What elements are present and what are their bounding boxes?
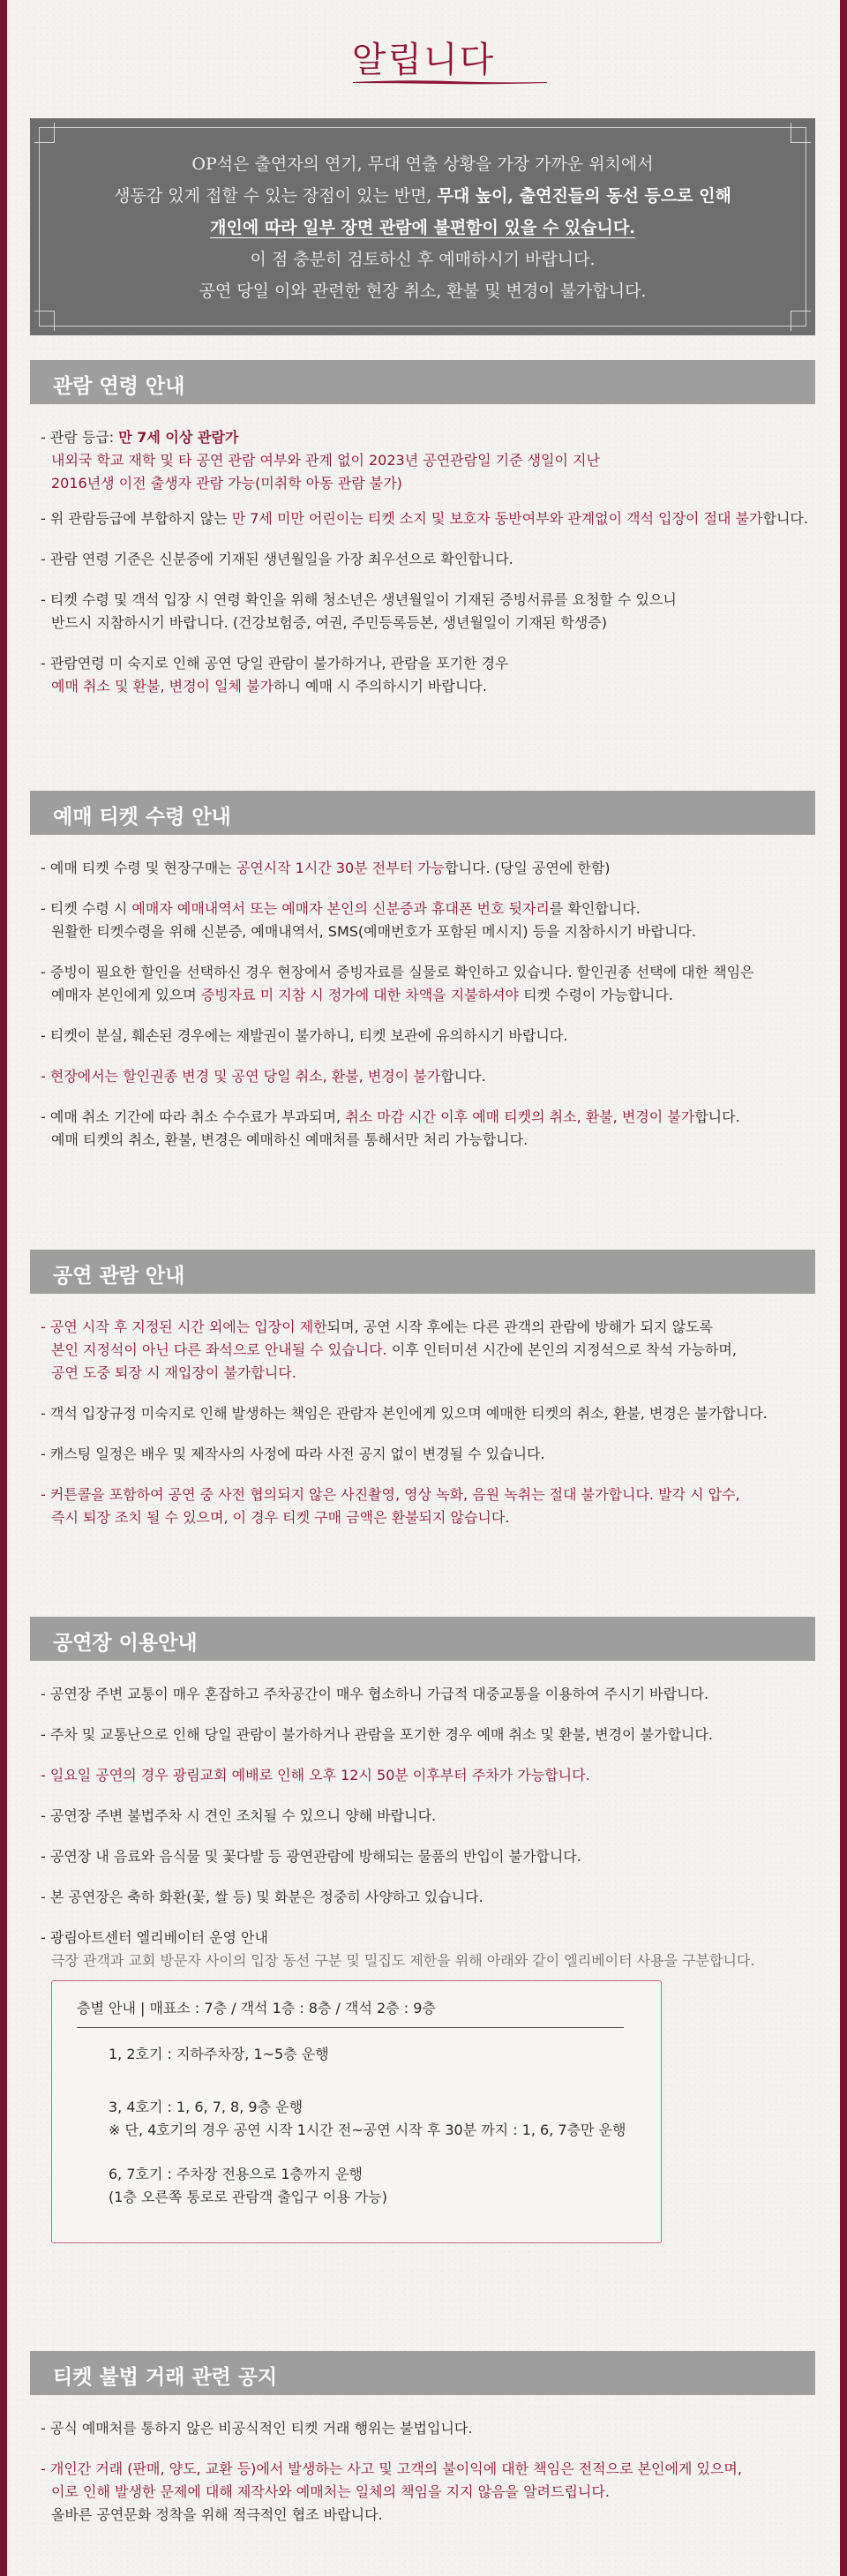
item-text: 되며, 공연 시작 후에는 다른 관객의 관람에 방해가 되지 않도록 — [326, 1318, 713, 1335]
list-item — [41, 507, 817, 531]
notice-text — [30, 148, 815, 307]
list-item: - 관람 연령 기준은 신분증에 기재된 생년월일을 가장 최우선으로 확인합니다. — [41, 551, 513, 567]
section-title: 예매 티켓 수령 안내 — [53, 806, 231, 829]
item-text: - 예매 티켓 수령 및 현장구매는 — [41, 860, 236, 876]
list-item: - 티켓이 분실, 훼손된 경우에는 재발권이 불가하니, 티켓 보관에 유의하시기 바랍니다. — [41, 1027, 568, 1044]
item-text: 합니다. — [762, 510, 808, 527]
list-item-sub: 이로 인해 발생한 문제에 대해 제작사와 예매처는 일체의 책임을 지지 않음을 알려드립니다. — [51, 2483, 610, 2500]
section-title: 공연장 이용안내 — [53, 1632, 198, 1655]
item-text: 하니 예매 시 주의하시기 바랍니다. — [274, 678, 487, 695]
item-emphasis: 예매 취소 및 환불, 변경이 일체 불가 — [51, 678, 274, 695]
list-item: - 본 공연장은 축하 화환(꽃, 쌀 등) 및 화분은 정중히 사양하고 있습니다. — [41, 1889, 483, 1905]
list-item: - 광림아트센터 엘리베이터 운영 안내 — [41, 1929, 268, 1946]
section-title: 공연 관람 안내 — [53, 1265, 185, 1288]
section-title: 티켓 불법 거래 관련 공지 — [53, 2366, 278, 2389]
item-text: - 티켓 수령 시 — [41, 900, 132, 917]
list-item-sub: 예매 티켓의 취소, 환불, 변경은 예매하신 예매처를 통해서만 처리 가능합니다. — [51, 1131, 528, 1148]
notice-line: 공연 당일 이와 관련한 현장 취소, 환불 및 변경이 불가합니다. — [199, 282, 647, 301]
list-item — [41, 425, 817, 450]
list-item-sub: 2016년생 이전 출생자 관람 가능(미취학 아동 관람 불가) — [51, 475, 402, 492]
elevator-line: 3, 4호기 : 1, 6, 7, 8, 9층 운행 — [109, 2099, 304, 2115]
frame-corner-ornament — [791, 123, 811, 143]
op-seat-notice-box — [30, 118, 815, 335]
notice-line — [30, 212, 815, 244]
item-emphasis: 공연시작 1시간 30분 전부터 가능 — [236, 860, 446, 876]
item-emphasis: 취소 마감 시간 이후 예매 티켓의 취소, 환불, 변경이 불가 — [345, 1108, 695, 1125]
list-item — [41, 856, 817, 881]
list-item: - 공연장 주변 불법주차 시 견인 조치될 수 있으니 양해 바랍니다. — [41, 1807, 437, 1824]
list-item — [41, 1315, 817, 1340]
item-emphasis: 만 7세 이상 관람가 — [118, 429, 239, 446]
elevator-line: 6, 7호기 : 주차장 전용으로 1층까지 운행 — [109, 2166, 363, 2182]
list-item-sub: 극장 관객과 교회 방문자 사이의 입장 동선 구분 및 밀집도 제한을 위해 아래와 같이 엘리베이터 사용을 구분합니다. — [51, 1952, 755, 1969]
list-item: - 공연장 내 음료와 음식물 및 꽃다발 등 광연관람에 방해되는 물품의 반입이 불가합니다. — [41, 1848, 581, 1865]
list-item — [41, 897, 817, 921]
list-item-sub: 반드시 지참하시기 바랍니다. (건강보험증, 여권, 주민등록등본, 생년월일이 기재된 학생증) — [51, 614, 607, 631]
title-area — [7, 32, 840, 82]
frame-corner-ornament — [34, 123, 55, 143]
section-header-age — [30, 360, 815, 404]
list-item-sub — [51, 983, 828, 1008]
item-text: 이후 인터미션 시간에 본인의 지정석으로 착석 가능하며, — [386, 1341, 737, 1358]
elevator-line: 1, 2호기 : 지하주차장, 1~5층 운행 — [109, 2046, 329, 2062]
frame-corner-ornament — [791, 311, 811, 331]
list-item: - 객석 입장규정 미숙지로 인해 발생하는 책임은 관람자 본인에게 있으며 예매한 티켓의 취소, 환불, 변경은 불가합니다. — [41, 1405, 768, 1422]
elevator-floor-guide: 층별 안내 | 매표소 : 7층 / 객석 1층 : 8층 / 객석 2층 : 9층 — [77, 2000, 436, 2016]
item-text: 합니다. (당일 공연에 한함) — [445, 860, 611, 876]
list-item-sub: 올바른 공연문화 정착을 위해 적극적인 협조 바랍니다. — [51, 2506, 383, 2523]
list-item: - 주차 및 교통난으로 인해 당일 관람이 불가하거나 관람을 포기한 경우 예매 취소 및 환불, 변경이 불가합니다. — [41, 1726, 713, 1743]
list-item-sub: 내외국 학교 재학 및 타 공연 관람 여부와 관계 없이 2023년 공연관람일 기준 생일이 지난 — [51, 452, 600, 469]
item-emphasis: 본인 지정석이 아닌 다른 좌석으로 안내될 수 있습니다. — [51, 1341, 387, 1358]
page-title: 알립니다 — [351, 40, 496, 80]
elevator-note: ※ 단, 4호기의 경우 공연 시작 1시간 전~공연 시작 후 30분 까지 : 1, 6, 7층만 운행 — [109, 2122, 626, 2138]
list-item — [41, 1064, 817, 1089]
item-text: 합니다. — [440, 1068, 486, 1085]
notice-line — [30, 180, 815, 212]
list-item-sub — [51, 674, 828, 699]
list-item — [41, 1105, 817, 1130]
section-header-venue — [30, 1617, 815, 1661]
item-emphasis: - 현장에서는 할인권종 변경 및 공연 당일 취소, 환불, 변경이 불가 — [41, 1068, 441, 1085]
item-text: 를 확인합니다. — [549, 900, 641, 917]
notice-line: OP석은 출연자의 연기, 무대 연출 상황을 가장 가까운 위치에서 — [191, 154, 654, 174]
item-emphasis: 만 7세 미만 어린이는 티켓 소지 및 보호자 동반여부와 관계없이 객석 입장이 절대 불가 — [231, 510, 763, 527]
section-title: 관람 연령 안내 — [53, 375, 185, 398]
list-item-sub: 공연 도중 퇴장 시 재입장이 불가합니다. — [51, 1364, 296, 1381]
elevator-info-box — [51, 1980, 662, 2243]
notice-line-part: 생동감 있게 접할 수 있는 장점이 있는 반면, — [114, 186, 438, 206]
list-item-sub — [51, 1338, 828, 1363]
list-item: - 공식 예매처를 통하지 않은 비공식적인 티켓 거래 행위는 불법입니다. — [41, 2420, 473, 2437]
list-item-sub: 원활한 티켓수령을 위해 신분증, 예매내역서, SMS(예매번호가 포함된 메시지) 등을 지참하시기 바랍니다. — [51, 923, 696, 940]
title-brush-underline — [353, 79, 547, 85]
item-emphasis: 증빙자료 미 지참 시 정가에 대한 차액을 지불하셔야 — [200, 987, 520, 1003]
list-item: - 증빙이 필요한 할인을 선택하신 경우 현장에서 증빙자료를 실물로 확인하고 있습니다. 할인권종 선택에 대한 책임은 — [41, 964, 754, 980]
item-text: 합니다. — [694, 1108, 740, 1125]
item-text: - 관람 등급: — [41, 429, 119, 446]
notice-highlight: 무대 높이, 출연진들의 동선 등으로 인해 — [437, 186, 731, 206]
divider — [77, 2027, 624, 2028]
item-text: - 위 관람등급에 부합하지 않는 — [41, 510, 232, 527]
notice-line: 이 점 충분히 검토하신 후 예매하시기 바랍니다. — [250, 250, 596, 269]
item-emphasis: - 공연 시작 후 지정된 시간 외에는 입장이 제한 — [41, 1318, 327, 1335]
list-item: - 관람연령 미 숙지로 인해 공연 당일 관람이 불가하거나, 관람을 포기한 경우 — [41, 655, 509, 672]
section-header-watch — [30, 1250, 815, 1294]
item-emphasis: 예매자 예매내역서 또는 예매자 본인의 신분증과 휴대폰 번호 뒷자리 — [131, 900, 550, 917]
list-item: - 공연장 주변 교통이 매우 혼잡하고 주차공간이 매우 협소하니 가급적 대중교통을 이용하여 주시기 바랍니다. — [41, 1686, 709, 1702]
frame-corner-ornament — [34, 311, 55, 331]
section-header-ticket — [30, 791, 815, 835]
notice-highlight-underlined: 개인에 따라 일부 장면 관람에 불편함이 있을 수 있습니다. — [210, 218, 635, 237]
list-item: - 티켓 수령 및 객석 입장 시 연령 확인을 위해 청소년은 생년월일이 기재된 증빙서류를 요청할 수 있으니 — [41, 591, 677, 608]
list-item: - 개인간 거래 (판매, 양도, 교환 등)에서 발생하는 사고 및 고객의 불이익에 대한 책임은 전적으로 본인에게 있으며, — [41, 2460, 742, 2477]
item-text: 티켓 수령이 가능합니다. — [519, 987, 673, 1003]
list-item-sub: 즉시 퇴장 조치 될 수 있으며, 이 경우 티켓 구매 금액은 환불되지 않습니다. — [51, 1509, 510, 1526]
list-item: - 일요일 공연의 경우 광림교회 예배로 인해 오후 12시 50분 이후부터 주차가 가능합니다. — [41, 1767, 590, 1784]
elevator-note: (1층 오른쪽 통로로 관람객 출입구 이용 가능) — [109, 2189, 387, 2205]
list-item: - 커튼콜을 포함하여 공연 중 사전 협의되지 않은 사진촬영, 영상 녹화, 음원 녹취는 절대 불가합니다. 발각 시 압수, — [41, 1486, 740, 1503]
section-header-illegal — [30, 2351, 815, 2395]
item-text: 예매자 본인에게 있으며 — [51, 987, 201, 1003]
item-text: - 예매 취소 기간에 따라 취소 수수료가 부과되며, — [41, 1108, 346, 1125]
list-item: - 캐스팅 일정은 배우 및 제작사의 사정에 따라 사전 공지 없이 변경될 수 있습니다. — [41, 1446, 545, 1462]
notice-page — [7, 0, 840, 2576]
